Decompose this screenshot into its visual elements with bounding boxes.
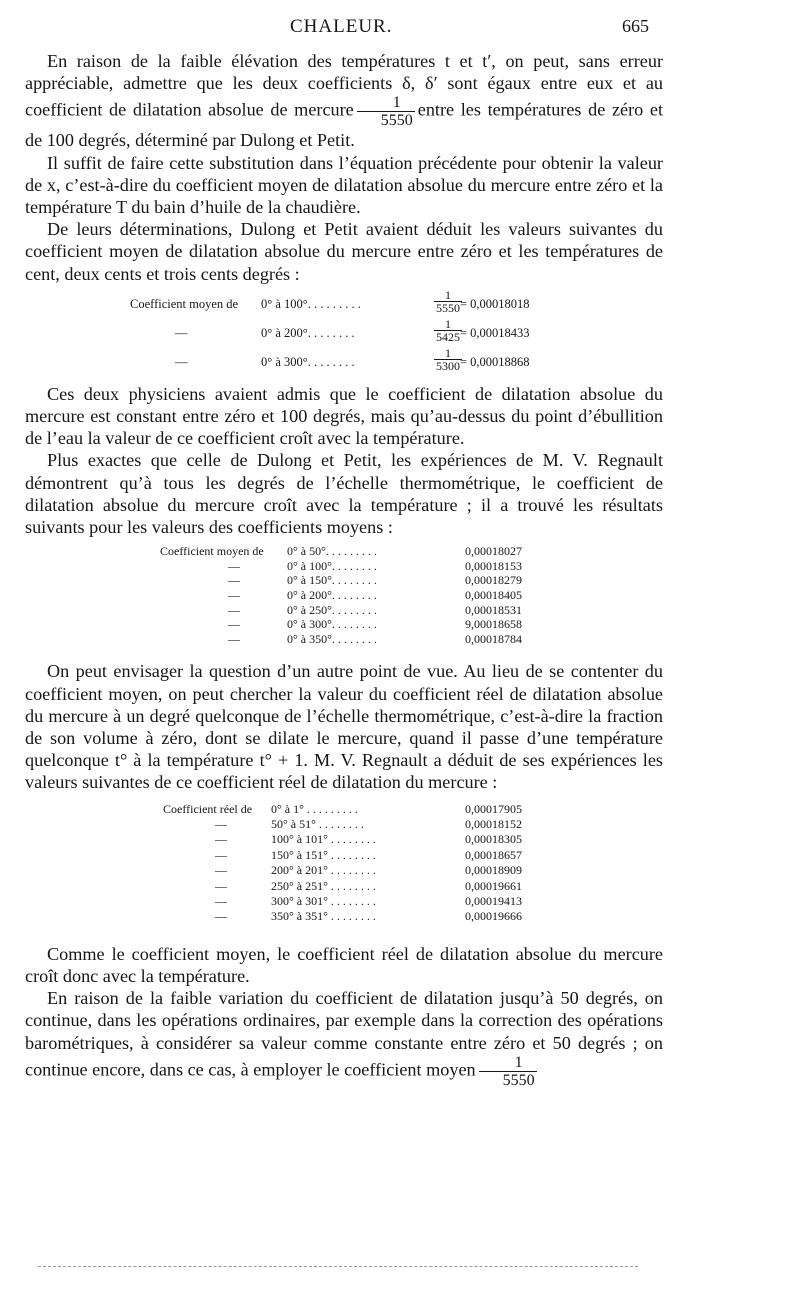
coefficient-value: = 0,00018868 xyxy=(460,354,530,369)
paragraph-8-text: En raison de la faible variation du coefficient de dilatation jusqu’à 50 degrés, on continue, dans les opérations ordinaires, par exemple dans la correction des opérations barométriques, à considérer sa valeur comme constante entre zéro et 50 degrés ; on continue encore, dans ce cas, à employer le coefficient moyen xyxy=(25,988,663,1080)
coefficient-value: 0,00017905 xyxy=(465,801,522,816)
temperature-range: 0° à 150°. . . . . . . . xyxy=(287,573,377,588)
table-row xyxy=(25,588,663,603)
temperature-range: 150° à 151° . . . . . . . . xyxy=(271,847,376,862)
coefficient-value: = 0,00018018 xyxy=(460,296,530,311)
paragraph-7: Comme le coefficient moyen, le coefficient réel de dilatation absolue du mercure croît donc avec la température. xyxy=(25,943,663,986)
regnault-real-coefficient-table xyxy=(25,802,663,925)
fraction-denominator: 5550 xyxy=(357,111,415,129)
table-row xyxy=(25,544,663,559)
table-row xyxy=(25,879,663,894)
coefficient-fraction xyxy=(434,318,462,343)
ditto-dash: — xyxy=(228,588,240,603)
temperature-range: 200° à 201° . . . . . . . . xyxy=(271,863,376,878)
paragraph-1-text-a: En raison de la faible élévation des températures t et t′, on peut, sans erreur appréciable, admettre que les deux coefficients δ, δ′ sont égaux entre eux et au coefficient de dilatation absolue de mercure xyxy=(25,51,663,121)
fraction-numerator: 1 xyxy=(514,1053,523,1071)
coefficient-value: 0,00018405 xyxy=(465,588,522,603)
coefficient-value: 0,00019666 xyxy=(465,909,522,924)
paragraph-4: Ces deux physiciens avaient admis que le coefficient de dilatation absolue du mercure est constant entre zéro et 100 degrés, mais qu’au-dessus du point d’ébullition de l’eau la valeur de ce coefficient croît avec la température. xyxy=(25,383,663,449)
temperature-range: 350° à 351° . . . . . . . . xyxy=(271,909,376,924)
coefficient-value: 0,00018279 xyxy=(465,573,522,588)
temperature-range: 250° à 251° . . . . . . . . xyxy=(271,878,376,893)
fraction-denominator: 5550 xyxy=(479,1071,537,1089)
fraction-numerator: 1 xyxy=(445,316,451,331)
temperature-range: 0° à 300°. . . . . . . . xyxy=(261,354,355,369)
paragraph-1 xyxy=(25,50,663,152)
ditto-dash: — xyxy=(228,558,240,573)
table-row xyxy=(25,817,663,832)
coefficient-value: 0,00018305 xyxy=(465,832,522,847)
temperature-range: 0° à 50°. . . . . . . . . xyxy=(287,544,377,559)
ditto-dash: — xyxy=(228,573,240,588)
fraction-numerator: 1 xyxy=(445,345,451,360)
ditto-dash: — xyxy=(228,631,240,646)
ditto-dash: — xyxy=(228,617,240,632)
coefficient-value: = 0,00018433 xyxy=(460,325,530,340)
table-row xyxy=(25,894,663,909)
temperature-range: 0° à 1° . . . . . . . . . xyxy=(271,801,358,816)
ditto-dash: — xyxy=(215,878,227,893)
coefficient-value: 0,00018909 xyxy=(465,863,522,878)
page-header xyxy=(0,16,800,42)
ditto-dash: — xyxy=(215,909,227,924)
table-row xyxy=(25,632,663,647)
fraction-1-5550 xyxy=(357,94,415,129)
coefficient-value: 0,00018027 xyxy=(465,544,522,559)
paragraph-1-text-b: entre les températures de zéro et de 100 degrés, déterminé par Dulong et Petit. xyxy=(25,100,664,151)
temperature-range: 0° à 250°. . . . . . . . xyxy=(287,602,377,617)
table-row xyxy=(25,559,663,574)
table-row xyxy=(25,573,663,588)
table-label: Coefficient moyen de xyxy=(130,296,239,311)
table-row xyxy=(25,909,663,924)
paragraph-5: Plus exactes que celle de Dulong et Petit, les expériences de M. V. Regnault démontrent qu’à tous les degrés de l’échelle thermométrique, le coefficient de dilatation absolue du mercure croît avec la température ; il a trouvé les résultats suivants pour les valeurs des coefficients moyens : xyxy=(25,450,663,538)
temperature-range: 0° à 350°. . . . . . . . xyxy=(287,631,377,646)
temperature-range: 100° à 101° . . . . . . . . xyxy=(271,832,376,847)
ditto-dash: — xyxy=(175,325,188,340)
paragraph-6: On peut envisager la question d’un autre point de vue. Au lieu de se contenter du coefficient moyen, on peut chercher la valeur du coefficient réel de dilatation absolue du mercure à un degré quelconque de l’échelle thermométrique, c’est-à-dire la fraction de son volume à zéro, dont se dilate le mercure, quand il passe d’une température quelconque t° à la température t° + 1. M. V. Regnault a déduit de ses expériences les valeurs suivantes de ce coefficient réel de dilatation du mercure : xyxy=(25,661,663,793)
page-body xyxy=(25,50,663,1089)
ditto-dash: — xyxy=(215,817,227,832)
temperature-range: 0° à 300°. . . . . . . . xyxy=(287,617,377,632)
temperature-range: 0° à 200°. . . . . . . . xyxy=(261,325,355,340)
ditto-dash: — xyxy=(228,602,240,617)
coefficient-fraction xyxy=(434,347,462,372)
regnault-mean-coefficient-table xyxy=(25,544,663,646)
ditto-dash: — xyxy=(215,893,227,908)
dulong-petit-table xyxy=(25,289,663,377)
fraction-denominator: 5425 xyxy=(436,329,460,344)
table-row xyxy=(25,863,663,878)
paragraph-2: Il suffit de faire cette substitution dans l’équation précédente pour obtenir la valeur de x, c’est-à-dire du coefficient moyen de dilatation absolue du mercure entre zéro et la température T du bain d’huile de la chaudière. xyxy=(25,152,663,218)
ditto-dash: — xyxy=(175,354,188,369)
fraction-1-5550 xyxy=(479,1054,537,1089)
coefficient-value: 0,00019661 xyxy=(465,878,522,893)
fraction-numerator: 1 xyxy=(445,287,451,302)
ditto-dash: — xyxy=(215,832,227,847)
table-row xyxy=(25,802,663,817)
temperature-range: 50° à 51° . . . . . . . . xyxy=(271,817,364,832)
table-row xyxy=(25,289,663,317)
table-row xyxy=(25,617,663,632)
coefficient-value: 0,00018152 xyxy=(465,817,522,832)
temperature-range: 0° à 100°. . . . . . . . . xyxy=(261,296,361,311)
table-row xyxy=(25,318,663,346)
coefficient-value: 0,00018531 xyxy=(465,602,522,617)
running-head: CHALEUR. xyxy=(290,16,393,37)
fraction-numerator: 1 xyxy=(392,94,401,112)
coefficient-value: 0,00018657 xyxy=(465,847,522,862)
paragraph-3: De leurs déterminations, Dulong et Petit avaient déduit les valeurs suivantes du coefficient moyen de dilatation absolue du mercure entre zéro et les températures de cent, deux cents et trois cents degrés : xyxy=(25,219,663,284)
table-row xyxy=(25,848,663,863)
temperature-range: 0° à 200°. . . . . . . . xyxy=(287,588,377,603)
table-label: Coefficient moyen de xyxy=(160,544,264,559)
temperature-range: 0° à 100°. . . . . . . . xyxy=(287,558,377,573)
coefficient-fraction xyxy=(434,289,462,314)
bottom-divider xyxy=(38,1266,638,1267)
table-row xyxy=(25,603,663,618)
paragraph-8 xyxy=(25,987,663,1089)
coefficient-value: 9,00018658 xyxy=(465,617,522,632)
table-row xyxy=(25,347,663,375)
coefficient-value: 0,00019413 xyxy=(465,893,522,908)
table-row xyxy=(25,832,663,847)
page-number: 665 xyxy=(622,16,649,36)
fraction-denominator: 5300 xyxy=(436,358,460,373)
table-label: Coefficient réel de xyxy=(163,801,253,816)
coefficient-value: 0,00018153 xyxy=(465,558,522,573)
ditto-dash: — xyxy=(215,863,227,878)
ditto-dash: — xyxy=(215,847,227,862)
fraction-denominator: 5550 xyxy=(436,300,460,315)
coefficient-value: 0,00018784 xyxy=(465,631,522,646)
temperature-range: 300° à 301° . . . . . . . . xyxy=(271,893,376,908)
